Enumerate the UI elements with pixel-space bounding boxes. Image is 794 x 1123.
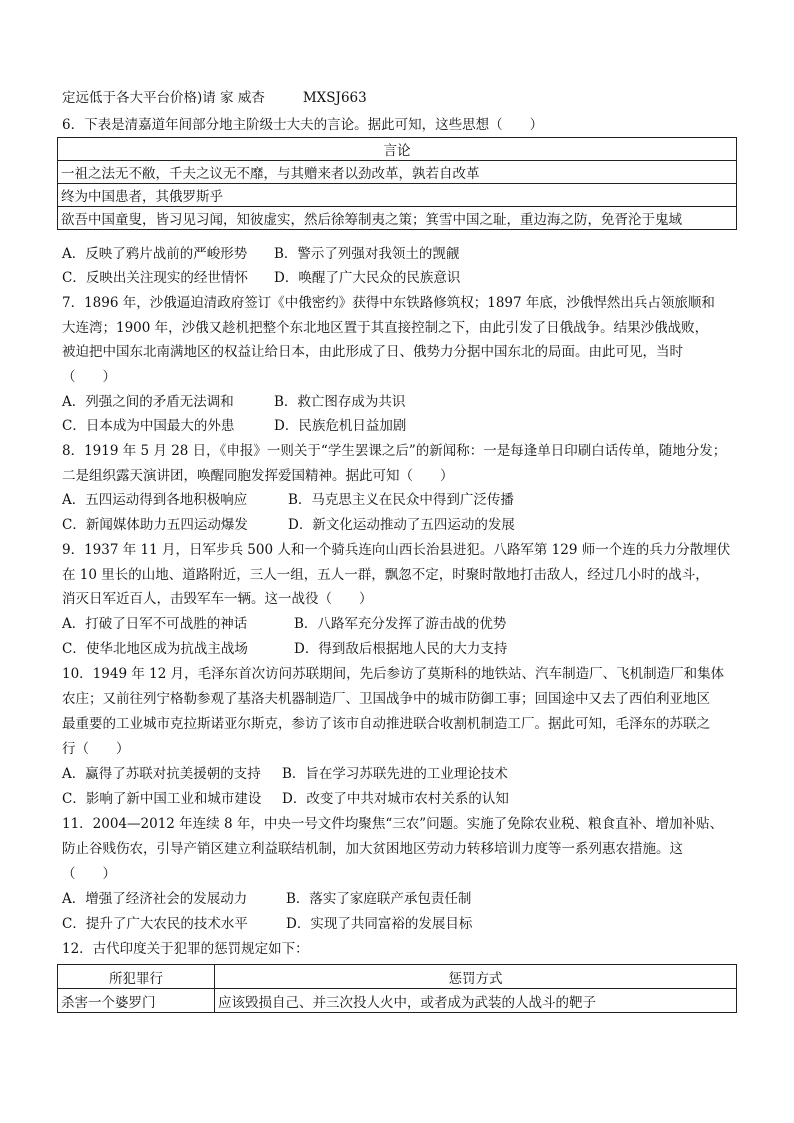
q10-option-d[interactable]: D．改变了中共对城市农村关系的认知 bbox=[282, 791, 509, 807]
q11-stem-line: 防止谷贱伤农，引导产销区建立利益联结机制，加大贫困地区劳动力转移培训力度等一系列惠农措施。这 bbox=[62, 841, 683, 857]
q10-option-b[interactable]: B．旨在学习苏联先进的工业理论技术 bbox=[282, 766, 508, 782]
q6-options-row-2 bbox=[62, 268, 460, 288]
q7-options-row-2 bbox=[62, 416, 406, 436]
q9-options-row-1 bbox=[62, 614, 506, 634]
q7-option-c[interactable]: C．日本成为中国最大的外患 bbox=[62, 418, 235, 434]
q6-option-c[interactable]: C．反映出关注现实的经世情怀 bbox=[62, 270, 248, 286]
q11-option-a[interactable]: A．增强了经济社会的发展动力 bbox=[62, 891, 248, 907]
q10-options-row-1 bbox=[62, 764, 508, 784]
q9-option-b[interactable]: B．八路军充分发挥了游击战的优势 bbox=[294, 616, 507, 632]
page-header bbox=[62, 88, 742, 108]
q9-stem-line: 在 10 里长的山地、道路附近，三人一组，五人一群，飘忽不定，时聚时散地打击敌人，经过几小时的战斗， bbox=[62, 567, 709, 583]
q8-stem-line: 二是组织露天演讲团，唤醒同胞发挥爱国精神。据此可知（ ） bbox=[62, 468, 454, 484]
header-text: 定远低于各大平台价格)请 家 威杏 bbox=[62, 90, 265, 106]
q10-option-c[interactable]: C．影响了新中国工业和城市建设 bbox=[62, 791, 262, 807]
q12-table-header-crime: 所犯罪行 bbox=[58, 965, 215, 989]
q7-options-row-1 bbox=[62, 392, 405, 412]
q11-option-c[interactable]: C．提升了广大农民的技术水平 bbox=[62, 916, 248, 932]
q11-options-row-1 bbox=[62, 889, 471, 909]
q6-table-row: 欲吾中国童叟，皆习见习闻，知彼虚实，然后徐筹制夷之策；箕雪中国之耻，重边海之防，免胥沦于鬼域 bbox=[58, 207, 737, 230]
q10-stem-line: 10．1949 年 12 月，毛泽东首次访问苏联期间，先后参访了莫斯科的地铁站、汽车制造厂、飞机制造厂和集体 bbox=[62, 666, 725, 682]
q9-option-a[interactable]: A．打破了日军不可战胜的神话 bbox=[62, 616, 248, 632]
q6-stem: 6．下表是清嘉道年间部分地主阶级士大夫的言论。据此可知，这些思想（ ） bbox=[62, 117, 544, 133]
q11-options-row-2 bbox=[62, 914, 472, 934]
q7-option-a[interactable]: A．列强之间的矛盾无法调和 bbox=[62, 394, 234, 410]
q7-stem-line: （ ） bbox=[62, 369, 116, 385]
q11-stem-line: （ ） bbox=[62, 866, 116, 882]
q6-option-b[interactable]: B．警示了列强对我领土的觊觎 bbox=[274, 246, 460, 262]
q7-option-d[interactable]: D．民族危机日益加剧 bbox=[274, 418, 407, 434]
q8-options-row-2 bbox=[62, 515, 515, 535]
q11-option-b[interactable]: B．落实了家庭联产承包责任制 bbox=[286, 891, 472, 907]
q12-table-cell-punishment: 应该毁损自己、并三次投人火中，或者成为武装的人战斗的靶子 bbox=[215, 989, 737, 1013]
q7-stem-line: 7．1896 年，沙俄逼迫清政府签订《中俄密约》获得中东铁路修筑权；1897 年底，沙俄悍然出兵占领旅顺和 bbox=[62, 295, 715, 311]
q7-stem-line: 被迫把中国东北南满地区的权益让给日本，由此形成了日、俄势力分据中国东北的局面。由此可见，当时 bbox=[62, 344, 683, 360]
q11-stem-line: 11．2004—2012 年连续 8 年，中央一号文件均聚焦“三农”问题。实施了免除农业税、粮食直补、增加补贴、 bbox=[62, 816, 724, 832]
q7-stem-line: 大连湾；1900 年，沙俄又趁机把整个东北地区置于其直接控制之下，由此引发了日俄战争。结果沙俄战败， bbox=[62, 320, 709, 336]
q8-options-row-1 bbox=[62, 490, 514, 510]
q8-option-a[interactable]: A．五四运动得到各地积极响应 bbox=[62, 492, 248, 508]
q6-option-d[interactable]: D．唤醒了广大民众的民族意识 bbox=[274, 270, 461, 286]
q12-table-cell-crime: 杀害一个婆罗门 bbox=[58, 989, 215, 1013]
q11-option-d[interactable]: D．实现了共同富裕的发展目标 bbox=[286, 916, 473, 932]
q6-table-row: 终为中国患者，其俄罗斯乎 bbox=[58, 184, 737, 207]
q9-option-d[interactable]: D．得到敌后根据地人民的大力支持 bbox=[294, 641, 508, 657]
q12-stem: 12．古代印度关于犯罪的惩罚规定如下： bbox=[62, 941, 309, 957]
q9-stem-line: 消灭日军近百人，击毁军车一辆。这一战役（ ） bbox=[62, 591, 373, 607]
q10-stem-line: 农庄；又前往列宁格勒参观了基洛夫机器制造厂、卫国战争中的城市防御工事；回国途中又去了西伯利亚地区 bbox=[62, 691, 710, 707]
q8-stem-line: 8．1919 年 5 月 28 日，《申报》一则关于“学生罢课之后”的新闻称：一是每逢单日印刷白话传单，随地分发； bbox=[62, 443, 727, 459]
q9-option-c[interactable]: C．使华北地区成为抗战主战场 bbox=[62, 641, 248, 657]
q6-table-row: 一祖之法无不敝，千夫之议无不靡，与其赠来者以劲改革，孰若自改革 bbox=[58, 161, 737, 184]
q7-option-b[interactable]: B．救亡图存成为共识 bbox=[274, 394, 406, 410]
q8-option-d[interactable]: D．新文化运动推动了五四运动的发展 bbox=[288, 517, 515, 533]
q6-table-header: 言论 bbox=[58, 138, 737, 161]
q6-option-a[interactable]: A．反映了鸦片战前的严峻形势 bbox=[62, 246, 248, 262]
q8-option-c[interactable]: C．新闻媒体助力五四运动爆发 bbox=[62, 517, 248, 533]
q6-options-row-1 bbox=[62, 244, 459, 264]
q10-stem-line: 行（ ） bbox=[62, 741, 130, 757]
q8-option-b[interactable]: B．马克思主义在民众中得到广泛传播 bbox=[288, 492, 514, 508]
q9-stem-line: 9．1937 年 11 月，日军步兵 500 人和一个骑兵连向山西长治县进犯。八路军第 129 师一个连的兵力分散埋伏 bbox=[62, 542, 731, 558]
q12-table bbox=[57, 964, 737, 1013]
q10-option-a[interactable]: A．赢得了苏联对抗美援朝的支持 bbox=[62, 766, 261, 782]
q6-table bbox=[57, 137, 737, 230]
q12-table-header-punishment: 惩罚方式 bbox=[215, 965, 737, 989]
q10-stem-line: 最重要的工业城市克拉斯诺亚尔斯克，参访了该市自动推进联合收割机制造工厂。据此可知，毛泽东的苏联之 bbox=[62, 716, 710, 732]
q9-options-row-2 bbox=[62, 639, 507, 659]
header-code: MXSJ663 bbox=[302, 90, 367, 106]
q10-options-row-2 bbox=[62, 789, 509, 809]
